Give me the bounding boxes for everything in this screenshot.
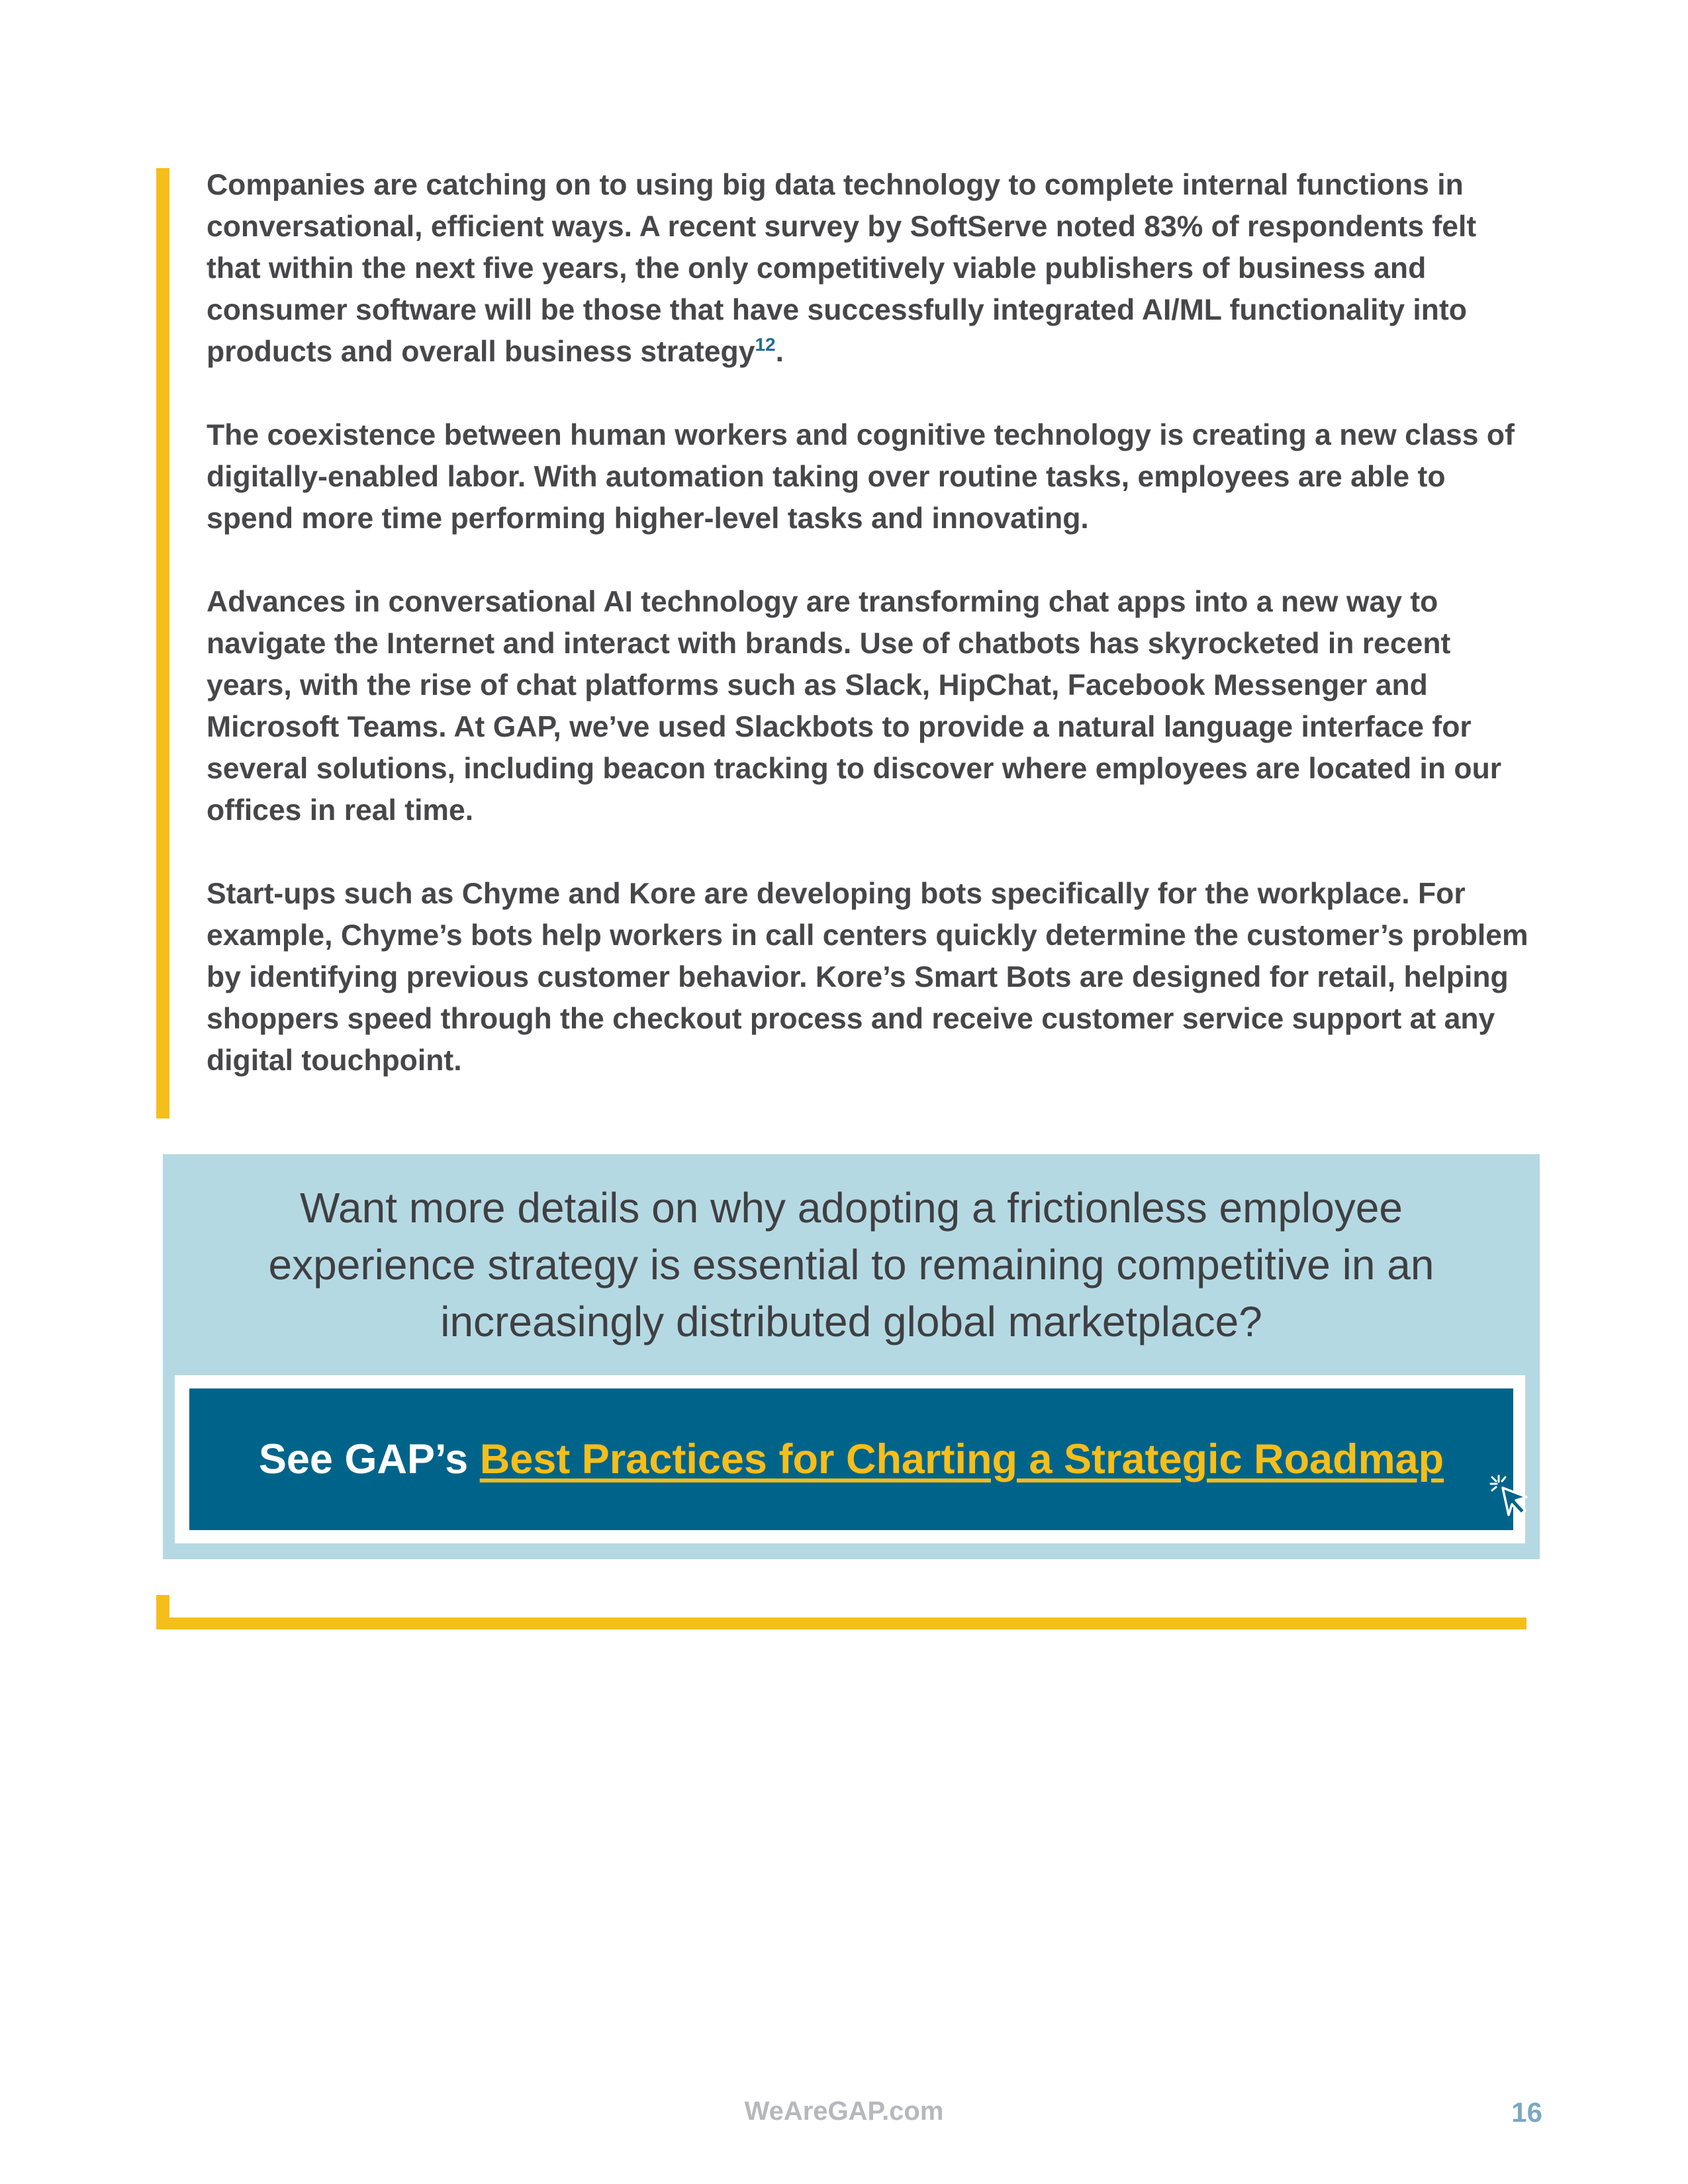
page-number: 16 bbox=[1511, 2097, 1542, 2128]
cta-prefix: See GAP’s bbox=[258, 1436, 469, 1482]
paragraph-coexistence: The coexistence between human workers and cognitive technology is creating a new class of digitally-enabled labor. With automation taking over routine tasks, employees are able to spend more time performing higher-level tasks and innovating. bbox=[207, 419, 1515, 535]
left-accent-bar bbox=[156, 168, 169, 1118]
paragraph-conversational-ai: Advances in conversational AI technology are transforming chat apps into a new way to navigate the Internet and interact with brands. Use of chatbots has skyrocketed in recent years, with the rise of chat platforms such as Slack, HipChat, Facebook Messenger and Microsoft Teams. At GAP, we’ve used Slackbots to provide a natural language interface for several solutions, including beacon tracking to discover where employees are located in our offices in real time. bbox=[207, 586, 1502, 827]
footnote-reference[interactable]: 12 bbox=[755, 334, 776, 355]
paragraph-big-data-end: . bbox=[775, 336, 784, 368]
paragraph-startups: Start-ups such as Chyme and Kore are developing bots specifically for the workplace. For example, Chyme’s bots help workers in call centers quickly determine the customer’s problem by identifying previous customer behavior. Kore’s Smart Bots are designed for retail, helping shoppers speed through the checkout process and receive customer service support at any digital touchpoint. bbox=[207, 878, 1528, 1077]
article-body bbox=[207, 164, 1537, 1081]
cta-question: Want more details on why adopting a frictionless employee experience strategy is essential to remaining competitive in an increasingly distributed global marketplace? bbox=[268, 1184, 1434, 1345]
paragraph-big-data-text: Companies are catching on to using big data technology to complete internal functions in conversational, efficient ways. A recent survey by SoftServe noted 83% of respondents felt that within the next five years, the only competitively viable publishers of business and consumer software will be those that have successfully integrated AI/ML functionality into products and overall business strategy bbox=[207, 169, 1477, 368]
footer-website[interactable]: WeAreGAP.com bbox=[744, 2097, 944, 2126]
cta-button[interactable] bbox=[189, 1388, 1513, 1530]
cta-button-text bbox=[189, 1388, 1513, 1530]
pointer-cursor-icon bbox=[1485, 1471, 1534, 1520]
bottom-rule-horizontal bbox=[156, 1617, 1526, 1629]
roadmap-link[interactable]: Best Practices for Charting a Strategic Roadmap bbox=[479, 1436, 1444, 1482]
cta-box bbox=[163, 1154, 1540, 1559]
bottom-accent-rule bbox=[156, 1595, 1526, 1629]
paragraph-big-data bbox=[207, 164, 1537, 373]
